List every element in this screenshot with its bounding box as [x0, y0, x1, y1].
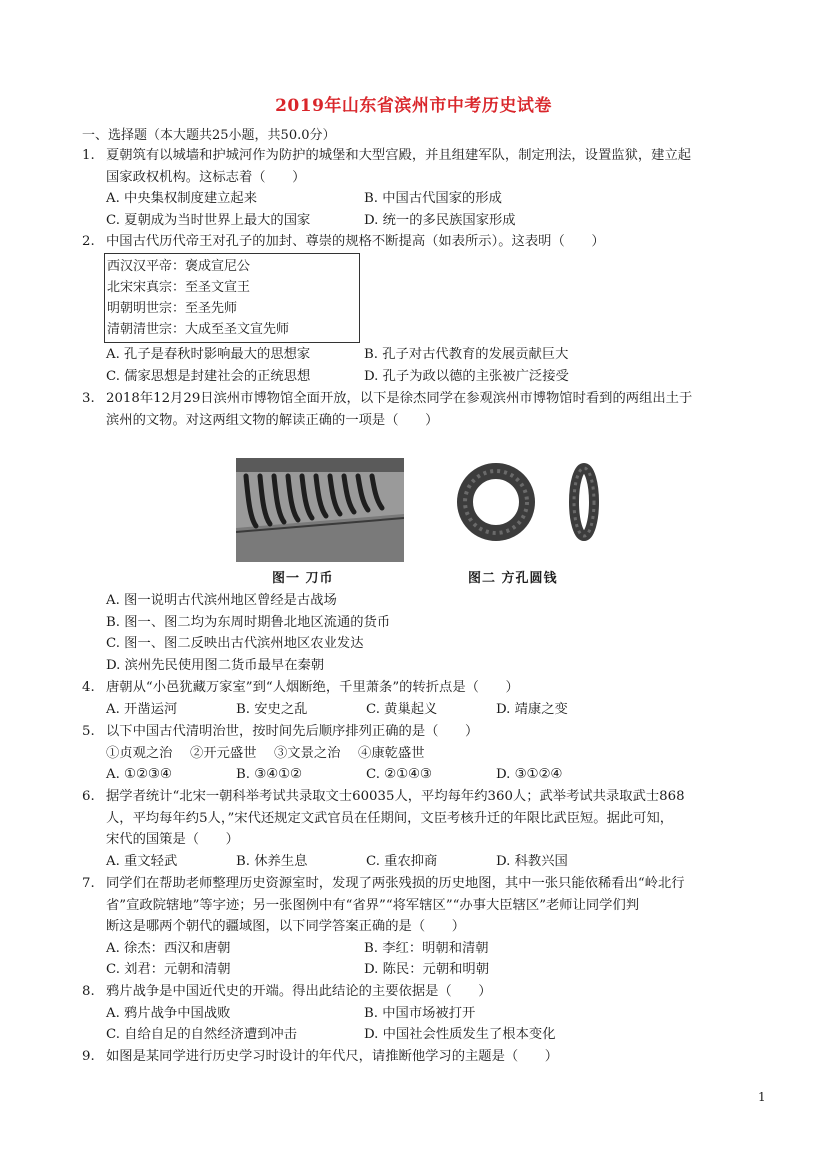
question-text: 以下中国古代清明治世，按时间先后顺序排列正确的是（ ）	[106, 724, 479, 739]
question-8	[82, 981, 762, 1046]
question-number: 7.	[82, 876, 95, 891]
option-d: D. 孔子为政以德的主张被广泛接受	[364, 368, 569, 384]
option-c: C. 图一、图二反映出古代滨州地区农业发达	[106, 636, 364, 651]
question-4	[82, 677, 762, 720]
question-number: 4.	[82, 680, 95, 695]
question-text: 国家政权机构。这标志着（ ）	[106, 169, 306, 185]
question-number: 2.	[82, 234, 95, 249]
section-heading: 一、选择题（本大题共25小题，共50.0分）	[82, 128, 336, 143]
option-c: C. ②①④③	[366, 767, 432, 782]
option-b: B. 李红：明朝和清朝	[364, 940, 489, 956]
option-d: D. 统一的多民族国家形成	[364, 212, 516, 228]
option-c: C. 黄巢起义	[366, 701, 438, 717]
option-d: D. 科教兴国	[496, 853, 568, 869]
question-text: 如图是某同学进行历史学习时设计的年代尺，请推断他学习的主题是（ ）	[106, 1049, 559, 1064]
question-text: 唐朝从“小邑犹藏万家室”到“人烟断绝，千里萧条”的转折点是（ ）	[106, 680, 519, 695]
question-text: 人，平均每年约5人，”宋代还规定文武官员在任期间，文臣考核升迁的年限比武臣短。据此可知，	[106, 810, 674, 826]
question-text: 断这是哪两个朝代的疆域图，以下同学答案正确的是（ ）	[106, 919, 466, 934]
question-items: ①贞观之治 ②开元盛世 ③文景之治 ④康乾盛世	[106, 745, 425, 761]
option-b: B. 中国市场被打开	[364, 1005, 476, 1021]
page-number: 1	[758, 1090, 766, 1104]
table-row: 北宋宋真宗：至圣文宣王	[107, 280, 251, 295]
option-c: C. 刘君：元朝和清朝	[106, 962, 231, 977]
question-text: 据学者统计“北宋一朝科举考试共录取文士60035人，平均每年约360人；武举考试共录取武士868	[106, 789, 685, 804]
question-6	[82, 786, 762, 872]
question-3-options	[82, 590, 762, 676]
option-c: C. 儒家思想是封建社会的正统思想	[106, 368, 311, 384]
table-row: 西汉汉平帝：褒成宣尼公	[107, 259, 251, 274]
option-c: C. 重农抑商	[366, 853, 438, 869]
option-d: D. 滨州先民使用图二货币最早在秦朝	[106, 657, 325, 673]
table-row: 清朝清世宗：大成至圣文宣先师	[107, 322, 290, 337]
option-a: A. 中央集权制度建立起来	[106, 191, 258, 206]
option-a: A. 开凿运河	[106, 701, 178, 717]
question-text: 中国古代历代帝王对孔子的加封、尊崇的规格不断提高（如表所示）。这表明（ ）	[106, 234, 605, 249]
question-number: 5.	[82, 724, 95, 739]
question-3	[82, 388, 762, 431]
question-text: 鸦片战争是中国近代史的开端。得出此结论的主要依据是（ ）	[106, 984, 492, 999]
option-d: D. 陈民：元朝和明朝	[364, 962, 490, 977]
option-b: B. 孔子对古代教育的发展贡献巨大	[364, 347, 569, 362]
honors-table	[104, 253, 360, 343]
option-a: A. 孔子是春秋时影响最大的思想家	[106, 347, 311, 362]
option-a: A. 重文轻武	[106, 853, 178, 869]
figure-2-caption: 图二 方孔圆钱	[468, 571, 558, 586]
question-7	[82, 873, 762, 981]
question-text: 同学们在帮助老师整理历史资源室时，发现了两张残损的历史地图，其中一张只能依稀看出“岭北行	[106, 876, 685, 891]
round-coin-photo	[456, 462, 606, 544]
page-title: 2019年山东省滨州市中考历史试卷	[275, 96, 552, 116]
figure-1-caption: 图一 刀币	[272, 571, 334, 586]
question-2	[82, 231, 762, 253]
option-b: B. 安史之乱	[236, 701, 308, 717]
question-text: 省”宣政院辖地”等字迹；另一张图例中有“省界”“将军辖区”“办事大臣辖区”老师让同学们判	[106, 897, 640, 913]
question-number: 9.	[82, 1049, 95, 1064]
question-text: 2018年12月29日滨州市博物馆全面开放，以下是徐杰同学在参观滨州市博物馆时看到的两组出土于	[106, 391, 693, 406]
question-number: 1.	[82, 148, 95, 163]
option-b: B. 图一、图二均为东周时期鲁北地区流通的货币	[106, 614, 391, 630]
option-a: A. 徐杰：西汉和唐朝	[106, 940, 231, 956]
knife-coin-photo	[236, 458, 404, 562]
question-5	[82, 721, 762, 786]
question-2-options	[82, 344, 762, 387]
option-c: C. 夏朝成为当时世界上最大的国家	[106, 212, 311, 228]
table-row: 明朝明世宗：至圣先师	[107, 301, 238, 316]
option-b: B. ③④①②	[236, 767, 302, 782]
question-9	[82, 1046, 762, 1068]
question-text: 夏朝筑有以城墙和护城河作为防护的城堡和大型宫殿，并且组建军队，制定刑法，设置监狱，建立起	[106, 148, 692, 163]
question-number: 3.	[82, 391, 95, 406]
question-1	[82, 145, 762, 231]
question-text: 宋代的国策是（ ）	[106, 832, 239, 847]
option-a: A. ①②③④	[106, 767, 172, 782]
option-d: D. 靖康之变	[496, 701, 568, 717]
option-c: C. 自给自足的自然经济遭到冲击	[106, 1027, 298, 1042]
option-a: A. 鸦片战争中国战败	[106, 1005, 231, 1021]
option-a: A. 图一说明古代滨州地区曾经是古战场	[106, 593, 337, 608]
option-d: D. ③①②④	[496, 767, 563, 782]
option-b: B. 休养生息	[236, 853, 308, 869]
question-number: 8.	[82, 984, 95, 999]
question-text: 滨州的文物。对这两组文物的解读正确的一项是（ ）	[106, 412, 439, 428]
option-b: B. 中国古代国家的形成	[364, 191, 502, 206]
option-d: D. 中国社会性质发生了根本变化	[364, 1027, 556, 1042]
question-number: 6.	[82, 789, 95, 804]
